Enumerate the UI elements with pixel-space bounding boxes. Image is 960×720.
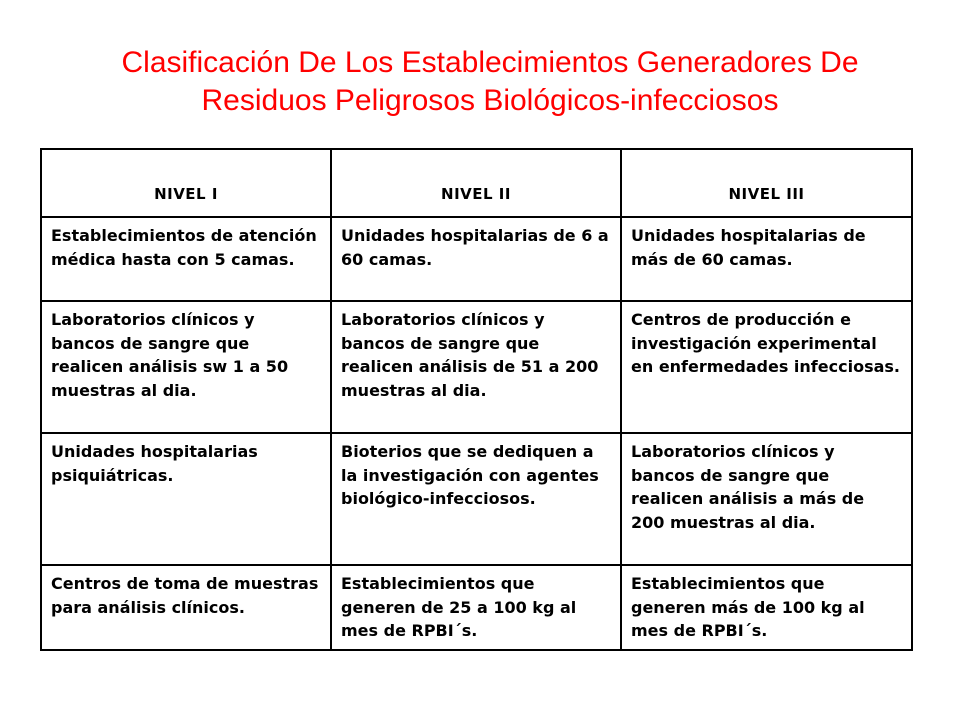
table-cell: Laboratorios clínicos y bancos de sangre que realicen análisis sw 1 a 50 muestras al dia. [41,301,331,433]
title-line-1: Clasificación De Los Establecimientos Generadores De [121,46,859,79]
header-nivel-1: NIVEL I [41,149,331,217]
table-row [41,217,912,301]
table-cell: Centros de toma de muestras para análisis clínicos. [41,565,331,650]
title-line-2: Residuos Peligrosos Biológicos-infecciosos [201,84,779,117]
table-cell: Establecimientos que generen de 25 a 100 kg al mes de RPBI´s. [331,565,621,650]
classification-table [40,148,913,651]
table-cell: Establecimientos de atención médica hasta con 5 camas. [41,217,331,301]
page-title [40,44,940,120]
table-header-row [41,149,912,217]
table-cell: Unidades hospitalarias de 6 a 60 camas. [331,217,621,301]
table-row [41,301,912,433]
table-cell: Unidades hospitalarias psiquiátricas. [41,433,331,565]
header-nivel-3: NIVEL III [621,149,912,217]
table-cell: Establecimientos que generen más de 100 kg al mes de RPBI´s. [621,565,912,650]
table-row [41,565,912,650]
table-cell: Laboratorios clínicos y bancos de sangre que realicen análisis de 51 a 200 muestras al dia. [331,301,621,433]
table-row [41,433,912,565]
table-cell: Unidades hospitalarias de más de 60 camas. [621,217,912,301]
table-cell: Bioterios que se dediquen a la investigación con agentes biológico-infecciosos. [331,433,621,565]
header-nivel-2: NIVEL II [331,149,621,217]
table-cell: Laboratorios clínicos y bancos de sangre que realicen análisis a más de 200 muestras al dia. [621,433,912,565]
table-cell: Centros de producción e investigación experimental en enfermedades infecciosas. [621,301,912,433]
